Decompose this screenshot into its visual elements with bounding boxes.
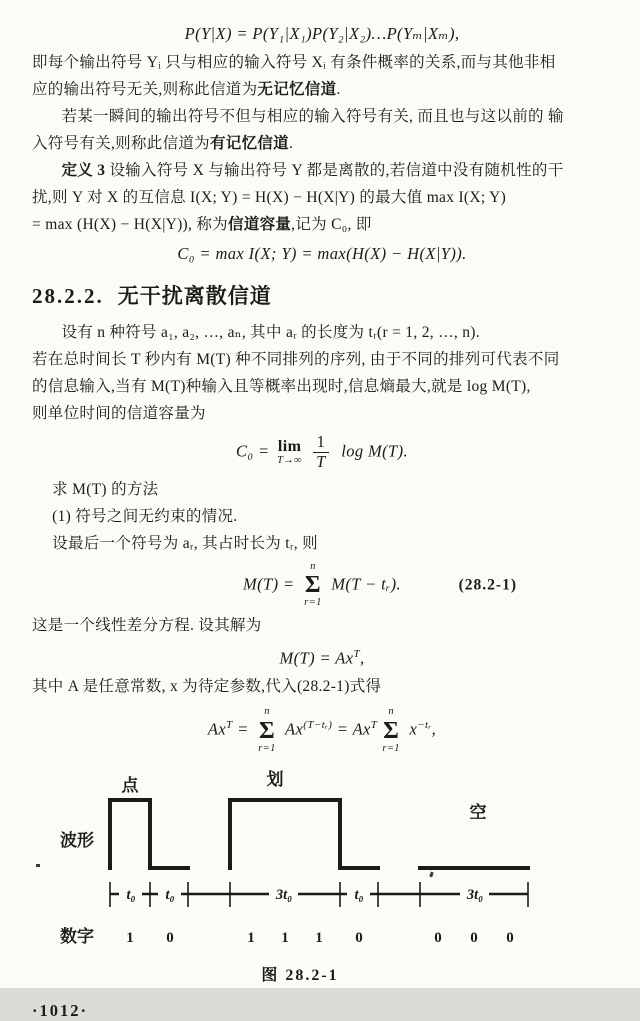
text-run: 入符号有关,则称此信道为 bbox=[32, 135, 210, 152]
formula-part: , bbox=[360, 648, 365, 668]
superscript-T: T bbox=[226, 719, 233, 732]
digit: 1 bbox=[247, 930, 255, 947]
text-run: . bbox=[289, 135, 294, 152]
equation-28-2-1 bbox=[32, 562, 612, 609]
equation-number: (28.2-1) bbox=[458, 576, 517, 594]
text-line-p2-4: 则单位时间的信道容量为 bbox=[32, 405, 206, 422]
digit: 0 bbox=[166, 930, 174, 947]
text-line-p4-2: 其中 A 是任意常数, x 为待定参数,代入(28.2-1)式得 bbox=[32, 678, 382, 696]
superscript-T-minus-tr: (T−tᵣ) bbox=[303, 719, 333, 732]
label-waveform: 波形 bbox=[60, 831, 94, 851]
figure-morse-waveform bbox=[0, 758, 640, 954]
page-number: ·1012· bbox=[32, 1001, 89, 1021]
sigma-lower: r=1 bbox=[258, 742, 276, 754]
sigma-lower: r=1 bbox=[304, 597, 322, 609]
axis-label-t0: t₀ bbox=[354, 887, 364, 904]
figure-caption: 图 28.2-1 bbox=[261, 967, 339, 985]
equation-capacity-limit bbox=[32, 433, 612, 472]
digit: 1 bbox=[315, 930, 323, 947]
fraction-numerator: 1 bbox=[313, 433, 330, 453]
digit: 1 bbox=[281, 930, 289, 947]
text-run: ,记为 C₀, 即 bbox=[291, 216, 372, 233]
sigma-sum bbox=[382, 707, 400, 754]
formula-part: Ax bbox=[280, 719, 304, 739]
digit: 0 bbox=[434, 930, 442, 947]
label-dash: 划 bbox=[266, 770, 284, 790]
text-run: . bbox=[336, 81, 341, 98]
formula-part: M(T) = Ax bbox=[279, 648, 354, 668]
axis-label-t0: t₀ bbox=[165, 887, 175, 904]
formula-part: = Ax bbox=[332, 719, 371, 739]
sigma-upper: n bbox=[388, 706, 394, 718]
text-line-p3-2: (1) 符号之间无约束的情况. bbox=[52, 507, 238, 525]
digit: 0 bbox=[355, 930, 363, 947]
section-title: 无干扰离散信道 bbox=[117, 284, 272, 308]
dash-pulse-waveform bbox=[230, 800, 378, 868]
sigma-sum bbox=[258, 707, 276, 754]
definition-label: 定义 3 bbox=[61, 162, 106, 179]
text-line-def3-2: 扰,则 Y 对 X 的互信息 I(X; Y) = H(X) − H(X|Y) 的最大值 max I(X; Y) bbox=[32, 189, 507, 206]
fraction-1-over-T bbox=[312, 433, 330, 472]
sigma-glyph: Σ bbox=[258, 717, 276, 744]
term-memoryless-channel: 无记忆信道 bbox=[257, 81, 337, 98]
superscript-T: T bbox=[353, 647, 360, 660]
sigma-upper: n bbox=[264, 706, 270, 718]
equation-solution-form bbox=[32, 641, 612, 672]
text-line-p1-2 bbox=[32, 76, 612, 103]
sigma-lower: r=1 bbox=[382, 742, 400, 754]
digit: 0 bbox=[470, 930, 478, 947]
formula-part: = bbox=[232, 719, 254, 739]
lim-subscript: T→∞ bbox=[277, 454, 303, 466]
section-number: 28.2.2. bbox=[32, 284, 104, 308]
formula-part: M(T) = bbox=[242, 574, 300, 594]
lim-word: lim bbox=[277, 437, 302, 455]
equation-memoryless-channel: P(Y|X) = P(Y₁|X₁)P(Y₂|X₂)…P(Yₘ|Xₘ), bbox=[184, 24, 460, 43]
sigma-upper: n bbox=[310, 560, 316, 572]
text-line-def3-3 bbox=[32, 211, 612, 238]
scan-speck bbox=[36, 864, 40, 867]
text-run: 应的输出符号无关,则称此信道为 bbox=[32, 81, 258, 98]
sigma-glyph: Σ bbox=[383, 717, 400, 744]
text-line-p1-3: 若某一瞬间的输出符号不但与相应的输入符号有关, 而且也与这以前的 输 bbox=[61, 108, 564, 125]
dot-pulse-waveform bbox=[110, 800, 188, 868]
digit: 1 bbox=[126, 930, 134, 947]
text-run: 设输入符号 X 与输出符号 Y 都是离散的,若信道中没有随机性的干 bbox=[105, 162, 564, 179]
equation-ax-expansion bbox=[32, 707, 612, 754]
text-line-def3-1 bbox=[32, 157, 612, 184]
label-dot: 点 bbox=[121, 776, 139, 796]
text-line-p1-4 bbox=[32, 130, 612, 157]
formula-part: M(T − tᵣ). bbox=[326, 574, 402, 594]
formula-part: x bbox=[404, 719, 418, 739]
formula-part: C₀ = bbox=[235, 441, 275, 461]
formula-part: log M(T). bbox=[336, 441, 409, 461]
formula-part: Ax bbox=[207, 719, 227, 739]
label-digits: 数字 bbox=[60, 927, 94, 947]
sigma-glyph: Σ bbox=[304, 572, 321, 599]
limit-operator bbox=[277, 439, 302, 467]
text-line-p3-1: 求 M(T) 的方法 bbox=[52, 480, 159, 498]
fraction-denominator: T bbox=[316, 451, 326, 471]
term-memory-channel: 有记忆信道 bbox=[209, 135, 289, 152]
text-line-p4-1: 这是一个线性差分方程. 设其解为 bbox=[32, 616, 262, 634]
text-line-p1-1: 即每个输出符号 Yᵢ 只与相应的输入符号 Xᵢ 有条件概率的关系,而与其他非相 bbox=[32, 54, 556, 71]
axis-label-t0: t₀ bbox=[126, 887, 136, 904]
text-line-p3-3: 设最后一个符号为 aᵣ, 其占时长为 tᵣ, 则 bbox=[52, 534, 318, 552]
equation-channel-capacity: C₀ = max I(X; Y) = max(H(X) − H(X|Y)). bbox=[177, 244, 467, 263]
digit: 0 bbox=[506, 930, 514, 947]
term-channel-capacity: 信道容量 bbox=[227, 216, 292, 233]
axis-label-3t0: 3t₀ bbox=[466, 887, 484, 904]
label-space: 空 bbox=[469, 803, 487, 823]
superscript-T: T bbox=[370, 719, 378, 732]
formula-part: , bbox=[431, 719, 437, 739]
text-line-p2-3: 的信息输入,当有 M(T)种输入且等概率出现时,信息熵最大,就是 log M(T), bbox=[32, 378, 531, 395]
sigma-sum bbox=[304, 562, 322, 609]
text-line-p2-1: 设有 n 种符号 a₁, a₂, …, aₙ, 其中 aᵣ 的长度为 tᵣ(r = 1, 2, …, n). bbox=[61, 324, 480, 341]
text-line-p2-2: 若在总时间长 T 秒内有 M(T) 种不同排列的序列, 由于不同的排列可代表不同 bbox=[32, 351, 560, 368]
superscript-minus-tr: −tᵣ bbox=[417, 719, 432, 732]
text-run: = max (H(X) − H(X|Y)), 称为 bbox=[32, 216, 228, 233]
section-heading bbox=[32, 280, 612, 310]
axis-label-3t0: 3t₀ bbox=[275, 887, 293, 904]
